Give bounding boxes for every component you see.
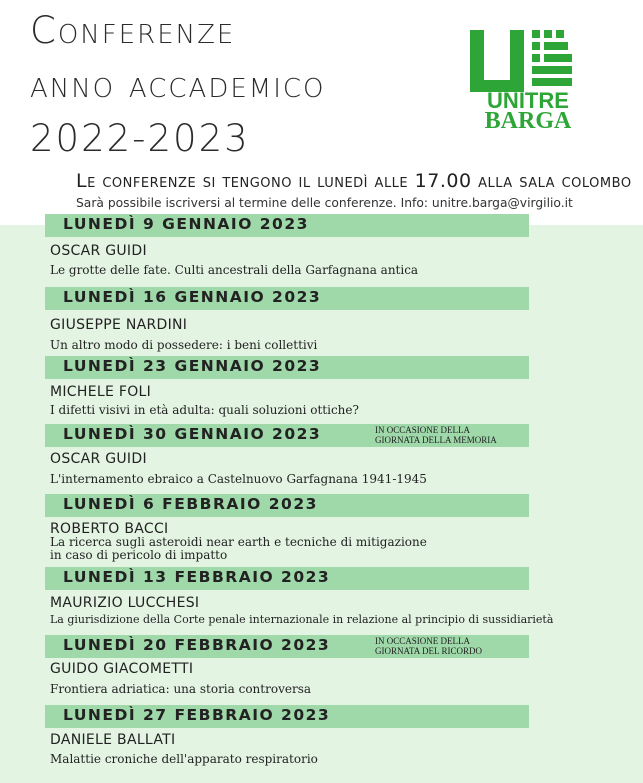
- event-topic-continued: in caso di pericolo di impatto: [50, 548, 228, 562]
- event-speaker: MAURIZIO LUCCHESI: [50, 595, 200, 611]
- event-topic: Malattie croniche dell'apparato respiratorio: [50, 752, 318, 766]
- page-title: [30, 4, 326, 166]
- event-date: LUNEDÌ 30 GENNAIO 2023: [63, 425, 322, 443]
- event-speaker: GIUSEPPE NARDINI: [50, 317, 188, 333]
- logo-text-unitre: UNITRE: [487, 88, 569, 113]
- title-line-2: anno accademico: [30, 63, 326, 106]
- event-speaker: GUIDO GIACOMETTI: [50, 661, 194, 677]
- event-speaker: OSCAR GUIDI: [50, 243, 147, 259]
- registration-info: Sarà possibile iscriversi al termine delle conferenze. Info: unitre.barga@virgilio.it: [76, 196, 573, 210]
- event-note: [375, 425, 497, 445]
- date-band: [45, 287, 529, 310]
- title-line-1: Conferenze: [30, 9, 236, 52]
- event-date: LUNEDÌ 20 FEBBRAIO 2023: [63, 636, 331, 654]
- event-date: LUNEDÌ 13 FEBBRAIO 2023: [63, 568, 331, 586]
- schedule-info: Le conferenze si tengono il lunedì alle 17.00 alla sala colombo: [76, 170, 632, 192]
- date-band: [45, 356, 529, 379]
- event-topic: La giurisdizione della Corte penale internazionale in relazione al principio di sussidiarietà: [50, 613, 554, 626]
- event-note-line-1: IN OCCASIONE DELLA: [375, 425, 470, 435]
- event-speaker: ROBERTO BACCI: [50, 521, 169, 537]
- event-date: LUNEDÌ 27 FEBBRAIO 2023: [63, 706, 331, 724]
- event-topic: La ricerca sugli asteroidi near earth e tecniche di mitigazione: [50, 535, 427, 549]
- event-date: LUNEDÌ 6 FEBBRAIO 2023: [63, 495, 318, 513]
- event-note-line-2: GIORNATA DEL RICORDO: [375, 646, 482, 656]
- event-topic: L'internamento ebraico a Castelnuovo Garfagnana 1941-1945: [50, 472, 427, 486]
- event-note-line-1: IN OCCASIONE DELLA: [375, 636, 470, 646]
- date-band: [45, 424, 529, 447]
- date-band: [45, 635, 529, 658]
- date-band: [45, 214, 529, 237]
- event-speaker: DANIELE BALLATI: [50, 732, 176, 748]
- event-speaker: MICHELE FOLI: [50, 384, 152, 400]
- event-topic: Le grotte delle fate. Culti ancestrali della Garfagnana antica: [50, 263, 419, 277]
- title-line-3: 2022-2023: [30, 117, 250, 160]
- event-date: LUNEDÌ 16 GENNAIO 2023: [63, 288, 322, 306]
- event-topic: Frontiera adriatica: una storia controversa: [50, 682, 311, 696]
- event-note-line-2: GIORNATA DELLA MEMORIA: [375, 435, 497, 445]
- event-date: LUNEDÌ 23 GENNAIO 2023: [63, 357, 322, 375]
- event-topic: I difetti visivi in età adulta: quali soluzioni ottiche?: [50, 403, 359, 417]
- date-band: [45, 494, 529, 517]
- event-date: LUNEDÌ 9 GENNAIO 2023: [63, 215, 309, 233]
- logo-text-barga: BARGA: [484, 108, 572, 134]
- date-band: [45, 567, 529, 590]
- event-speaker: OSCAR GUIDI: [50, 451, 147, 467]
- event-note: [375, 636, 482, 656]
- date-band: [45, 705, 529, 728]
- event-topic: Un altro modo di possedere: i beni collettivi: [50, 338, 318, 352]
